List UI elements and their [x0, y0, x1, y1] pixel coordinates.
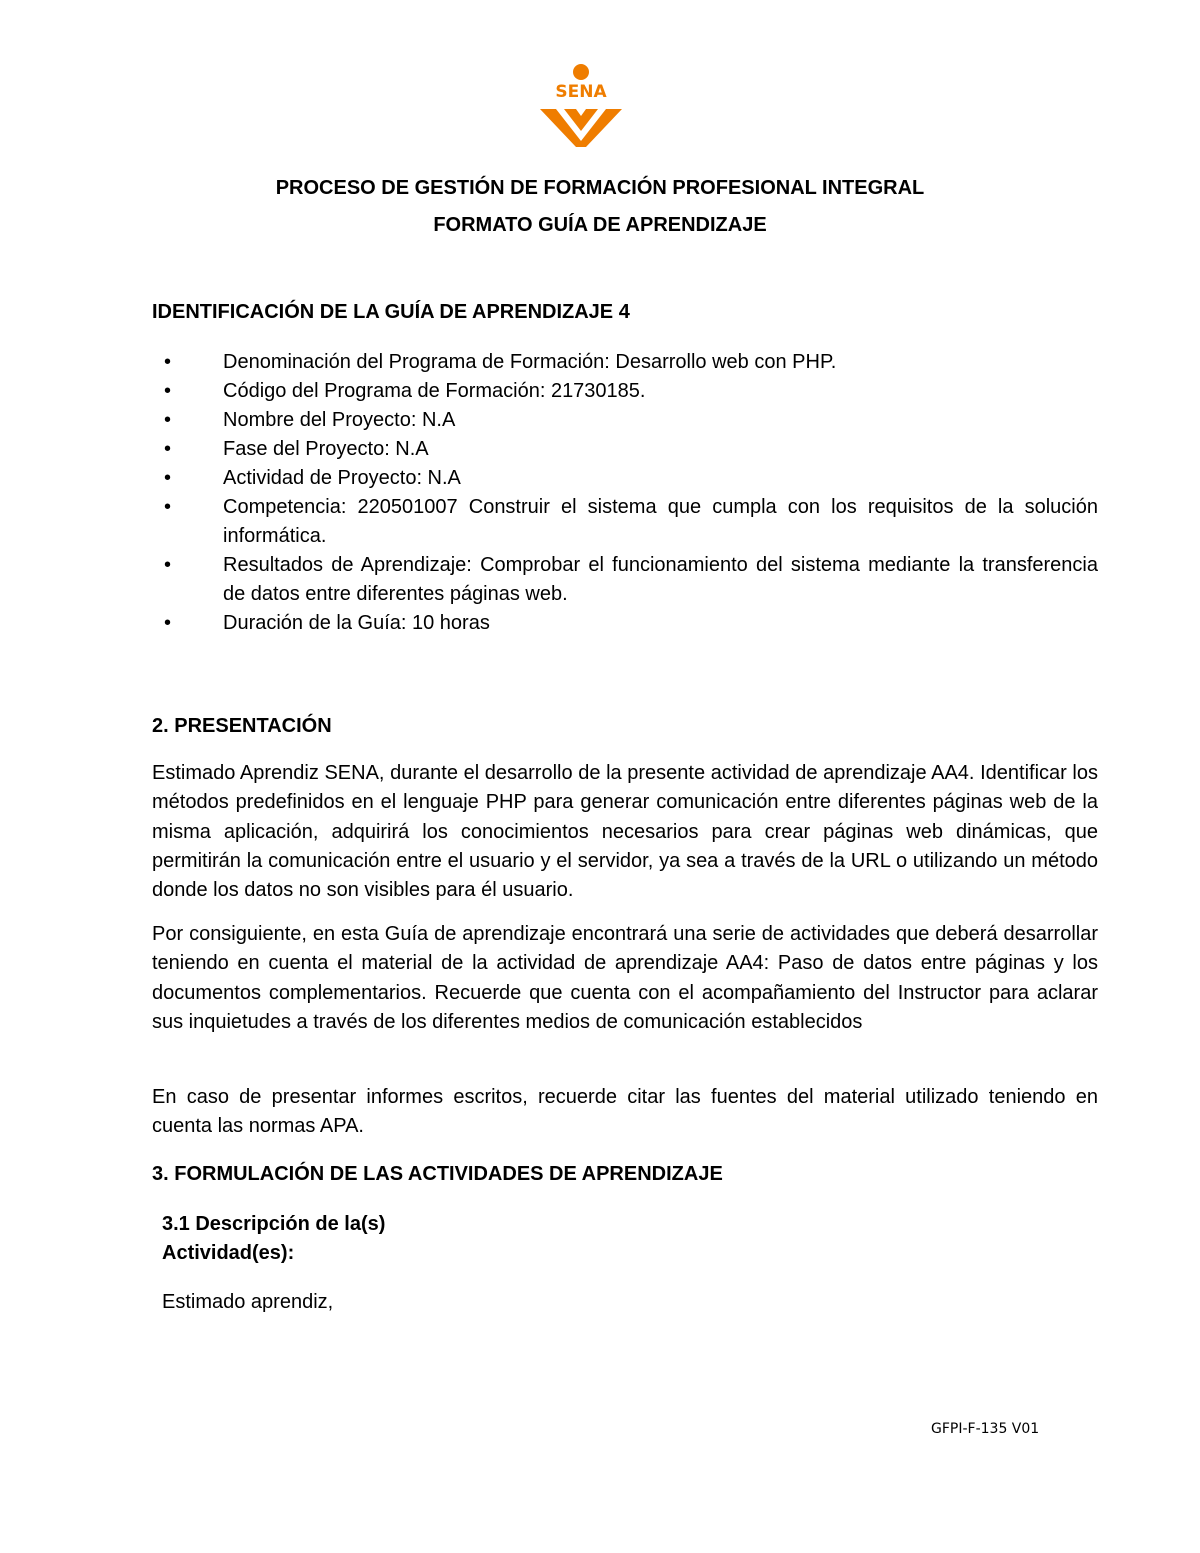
bullet-icon: •: [164, 380, 172, 402]
sena-logo-icon: [536, 63, 626, 148]
bullet-icon: •: [164, 612, 172, 634]
bullet-icon: •: [164, 409, 172, 431]
presentation-paragraph-2: Por consiguiente, en esta Guía de aprendizaje encontrará una serie de actividades que deberá desarrollar teniendo en cuenta el material de la actividad de aprendizaje AA4: Paso de datos entre páginas y los documentos complementarios. Recuerde que cuenta con el acompañamiento del Instructor para aclarar sus inquietudes a través de los diferentes medios de comunicación establecidos: [152, 923, 1098, 1033]
list-item: • Denominación del Programa de Formación: Desarrollo web con PHP.: [152, 348, 1098, 377]
greeting-text: Estimado aprendiz,: [162, 1291, 334, 1313]
formulation-heading: 3. FORMULACIÓN DE LAS ACTIVIDADES DE APRENDIZAJE: [152, 1163, 723, 1185]
identification-list: [152, 348, 1098, 638]
bullet-icon: •: [164, 438, 172, 460]
bullet-icon: •: [164, 351, 172, 373]
list-item: • Resultados de Aprendizaje: Comprobar el funcionamiento del sistema mediante la transferencia de datos entre diferentes páginas web.: [152, 551, 1098, 609]
list-item: • Nombre del Proyecto: N.A: [152, 406, 1098, 435]
document-title: PROCESO DE GESTIÓN DE FORMACIÓN PROFESIONAL INTEGRAL: [275, 177, 925, 199]
list-item: • Actividad de Proyecto: N.A: [152, 464, 1098, 493]
presentation-paragraph-3: En caso de presentar informes escritos, recuerde citar las fuentes del material utilizado teniendo en cuenta las normas APA.: [152, 1086, 1098, 1138]
bullet-icon: •: [164, 554, 172, 576]
activity-subheading-line2: Actividad(es):: [162, 1242, 295, 1264]
list-item: • Código del Programa de Formación: 21730185.: [152, 377, 1098, 406]
identification-heading: IDENTIFICACIÓN DE LA GUÍA DE APRENDIZAJE 4: [152, 301, 630, 323]
activity-subheading-line1: 3.1 Descripción de la(s): [162, 1213, 386, 1235]
presentation-heading: 2. PRESENTACIÓN: [152, 715, 332, 737]
bullet-icon: •: [164, 496, 172, 518]
list-item: • Duración de la Guía: 10 horas: [152, 609, 1098, 638]
list-item: • Competencia: 220501007 Construir el sistema que cumpla con los requisitos de la solución informática.: [152, 493, 1098, 551]
sena-logo: [536, 63, 626, 148]
svg-text:SENA: SENA: [555, 82, 607, 102]
document-subtitle: FORMATO GUÍA DE APRENDIZAJE: [433, 214, 767, 236]
bullet-icon: •: [164, 467, 172, 489]
footer-document-code: GFPI-F-135 V01: [931, 1421, 1040, 1437]
presentation-paragraph-1: Estimado Aprendiz SENA, durante el desarrollo de la presente actividad de aprendizaje AA4. Identificar los métodos predefinidos en el lenguaje PHP para generar comunicación entre diferentes páginas web de la misma aplicación, adquirirá los conocimientos necesarios para crear páginas web dinámicas, que permitirán la comunicación entre el usuario y el servidor, ya sea a través de la URL o utilizando un método donde los datos no son visibles para él usuario.: [152, 762, 1098, 902]
list-item: • Fase del Proyecto: N.A: [152, 435, 1098, 464]
